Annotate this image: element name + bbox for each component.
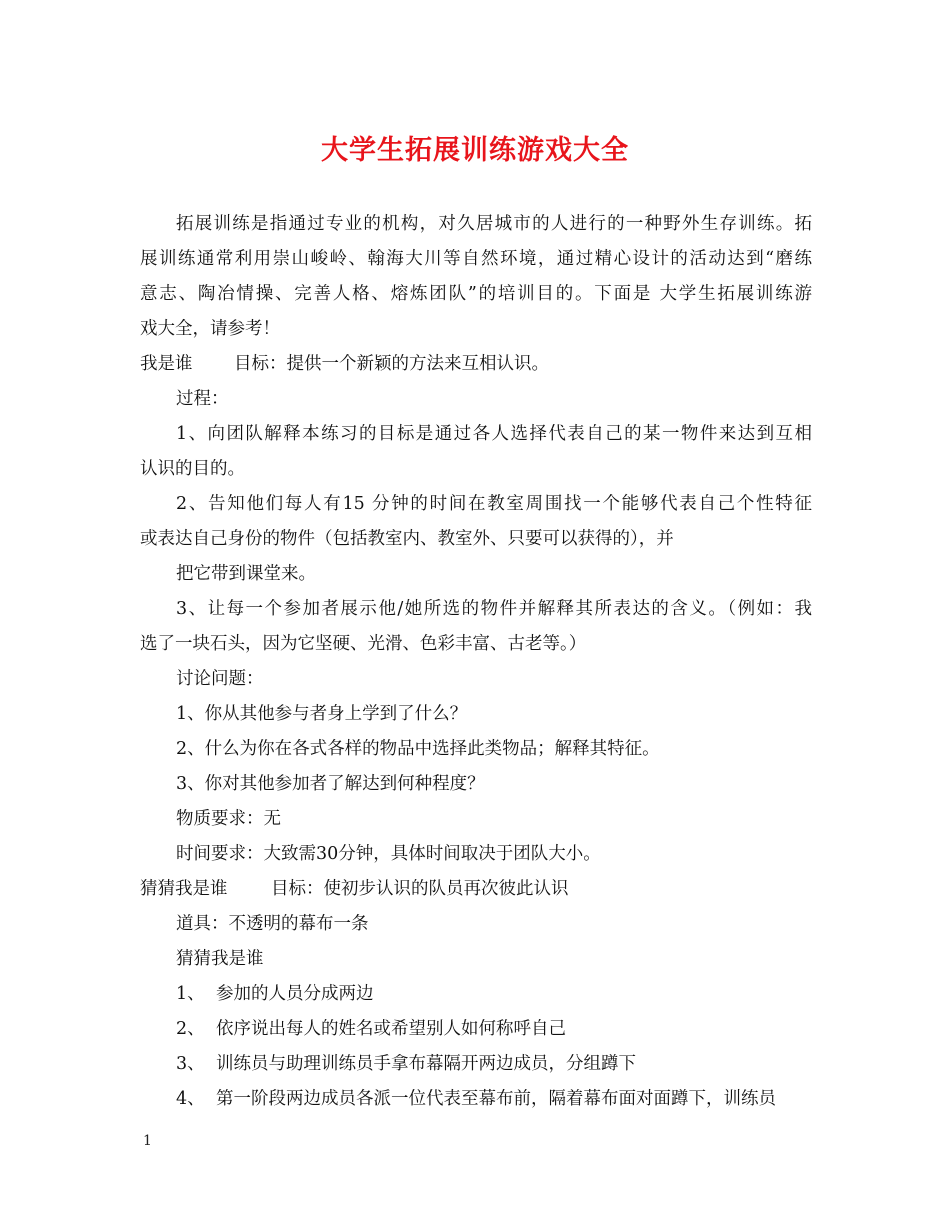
game1-time: 时间要求：大致需30分钟，具体时间取决于团队大小。 (176, 844, 601, 864)
page-number: 1 (143, 1133, 152, 1149)
game1-step1-line-b: 认识的目的。 (140, 459, 245, 479)
document-title: 大学生拓展训练游戏大全 (321, 135, 629, 166)
game1-question-3: 3、你对其他参加者了解达到何种程度？ (176, 774, 485, 794)
game2-step-3-text: 训练员与助理训练员手拿布幕隔开两边成员，分组蹲下 (216, 1054, 636, 1074)
game1-question-1: 1、你从其他参与者身上学到了什么？ (176, 704, 468, 724)
document-body (140, 207, 812, 1117)
game1-step3-line-b: 选了一块石头，因为它坚硬、光滑、色彩丰富、古老等。） (140, 634, 587, 654)
intro-line-4: 戏大全，请参考！ (140, 319, 280, 339)
game1-step2-line-a: 2、告知他们每人有15 分钟的时间在教室周围找一个能够代表自己个性特征 (176, 494, 812, 514)
game2-step-1 (140, 977, 812, 1012)
game2-step-3-num: 3、 (176, 1054, 205, 1074)
game1-step1-line-a: 1、向团队解释本练习的目标是通过各人选择代表自己的某一物件来达到互相 (176, 424, 812, 444)
intro-line-2: 展训练通常利用崇山峻岭、翰海大川等自然环境，通过精心设计的活动达到“磨练 (140, 249, 812, 269)
game2-step-4 (140, 1082, 812, 1117)
game1-step2-line-b: 或表达自己身份的物件（包括教室内、教室外、只要可以获得的），并 (140, 529, 674, 549)
game1-name: 我是谁 (140, 354, 193, 374)
game2-step-3 (140, 1047, 812, 1082)
game2-step-2-num: 2、 (176, 1019, 205, 1039)
intro-line-3: 意志、陶冶情操、完善人格、熔炼团队”的培训目的。下面是 大学生拓展训练游 (140, 284, 812, 304)
game1-materials: 物质要求：无 (176, 809, 281, 829)
game2-goal: 目标：使初步认识的队员再次彼此认识 (271, 879, 569, 899)
game1-process-label: 过程： (176, 389, 229, 409)
game2-props: 道具：不透明的幕布一条 (176, 914, 369, 934)
intro-line-1: 拓展训练是指通过专业的机构，对久居城市的人进行的一种野外生存训练。拓 (176, 214, 812, 234)
game1-step3-line-a: 3、让每一个参加者展示他/她所选的物件并解释其所表达的含义。（例如：我 (176, 599, 812, 619)
game1-question-2: 2、什么为你在各式各样的物品中选择此类物品；解释其特征。 (176, 739, 660, 759)
game2-step-1-num: 1、 (176, 984, 205, 1004)
game2-subtitle: 猜猜我是谁 (176, 949, 264, 969)
game1-discussion-label: 讨论问题： (176, 669, 264, 689)
game1-heading (140, 347, 812, 382)
game2-step-2 (140, 1012, 812, 1047)
game2-step-1-text: 参加的人员分成两边 (216, 984, 374, 1004)
game1-step2-line-c: 把它带到课堂来。 (176, 564, 316, 584)
game2-name: 猜猜我是谁 (140, 879, 228, 899)
game2-step-4-num: 4、 (176, 1089, 205, 1109)
game1-goal: 目标：提供一个新颖的方法来互相认识。 (234, 354, 549, 374)
game2-step-4-text: 第一阶段两边成员各派一位代表至幕布前，隔着幕布面对面蹲下，训练员 (216, 1089, 776, 1109)
game2-heading (140, 872, 812, 907)
game2-step-2-text: 依序说出每人的姓名或希望别人如何称呼自己 (216, 1019, 566, 1039)
